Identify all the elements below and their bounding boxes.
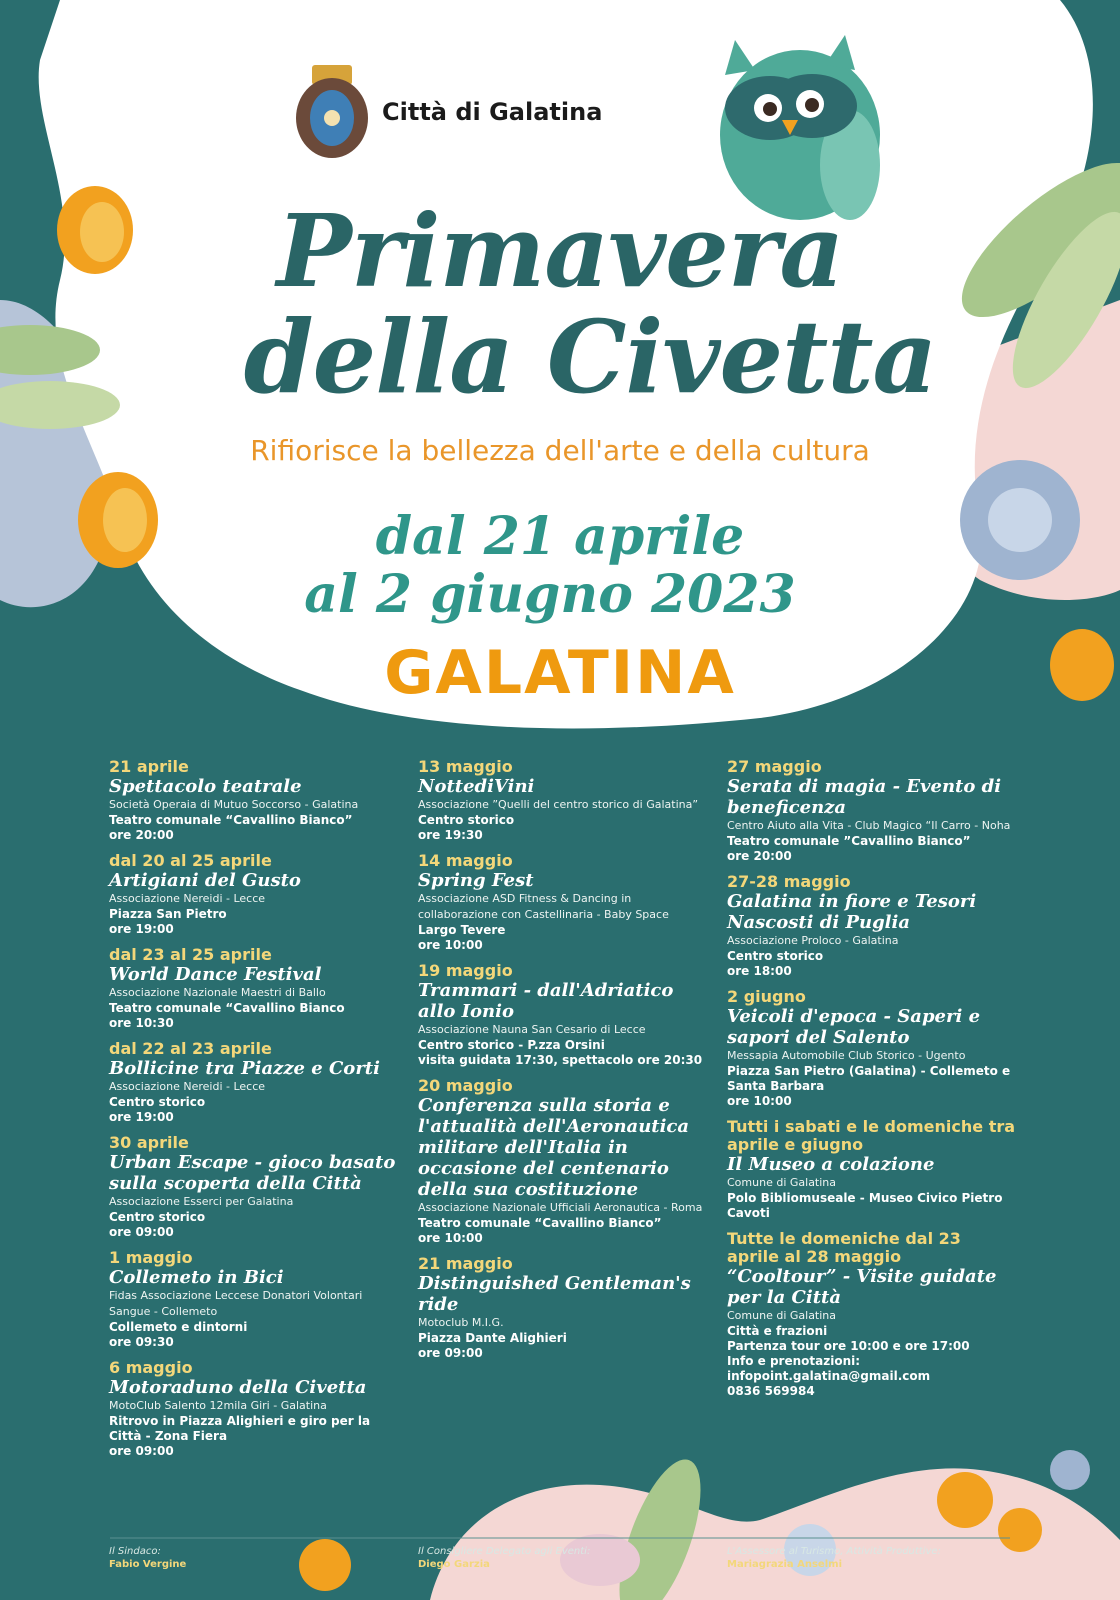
info-phone: 0836 569984 — [727, 1384, 815, 1398]
event-location: Piazza Dante Alighieri — [418, 1331, 567, 1345]
footer-name: Diego Garzia — [418, 1559, 490, 1570]
event-date: 2 giugno — [727, 987, 806, 1006]
event-name: Conferenza sulla storia e l'attualità dell'Aeronautica militare dell'Italia in occasione del centenario della sua costituzione — [418, 1095, 690, 1200]
subtitle: Rifiorisce la bellezza dell'arte e della cultura — [250, 434, 870, 467]
event-item — [727, 988, 1017, 1109]
event-time: ore 19:00 — [109, 922, 174, 936]
event-item — [418, 1077, 708, 1246]
event-organizer: Associazione ”Quelli del centro storico di Galatina” — [418, 798, 699, 811]
event-date: dal 23 al 25 aprile — [109, 945, 272, 964]
event-item — [727, 1230, 1017, 1399]
event-date: 27 maggio — [727, 757, 822, 776]
event-organizer: Comune di Galatina — [727, 1309, 837, 1322]
event-location: Piazza San Pietro (Galatina) - Collemeto e Santa Barbara — [727, 1064, 1011, 1093]
event-date: 30 aprile — [109, 1133, 189, 1152]
event-location: Centro storico - P.zza Orsini — [418, 1038, 605, 1052]
event-location: Città e frazioni — [727, 1324, 828, 1338]
event-date: 20 maggio — [418, 1076, 513, 1095]
event-time: ore 09:00 — [418, 1346, 483, 1360]
event-name: Veicoli d'epoca - Saperi e sapori del Salento — [727, 1006, 981, 1048]
event-item — [418, 1255, 708, 1361]
event-time: ore 10:30 — [109, 1016, 174, 1030]
info-email[interactable]: infopoint.galatina@gmail.com — [727, 1369, 931, 1383]
event-location: Ritrovo in Piazza Alighieri e giro per la Città - Zona Fiera — [109, 1414, 371, 1443]
event-location: Centro storico — [109, 1095, 206, 1109]
event-item — [109, 1359, 399, 1459]
footer-name: Fabio Vergine — [109, 1559, 187, 1570]
event-time: ore 09:30 — [109, 1335, 174, 1349]
event-item — [727, 873, 1017, 979]
event-name: Galatina in fiore e Tesori Nascosti di Puglia — [727, 891, 977, 933]
title-line-2: della Civetta — [243, 298, 937, 416]
event-time: ore 10:00 — [418, 1231, 483, 1245]
event-date: Tutti i sabati e le domeniche tra aprile e giugno — [727, 1117, 1016, 1154]
event-organizer: Comune di Galatina — [727, 1176, 837, 1189]
event-name: Urban Escape - gioco basato sulla scoperta della Città — [109, 1152, 396, 1194]
event-item — [109, 1040, 399, 1125]
event-name: Distinguished Gentleman's ride — [418, 1273, 691, 1315]
event-location: Teatro comunale ”Cavallino Bianco” — [727, 834, 971, 848]
event-time: ore 19:00 — [109, 1110, 174, 1124]
event-name: NottediVini — [418, 776, 535, 797]
event-time: ore 09:00 — [109, 1444, 174, 1458]
event-item — [418, 962, 708, 1068]
event-date: 14 maggio — [418, 851, 513, 870]
event-time: ore 20:00 — [109, 828, 174, 842]
footer-role: Il Consigliere Delegato agli Eventi: — [418, 1546, 591, 1557]
event-item — [727, 1118, 1017, 1221]
events-column-2 — [418, 758, 708, 1370]
event-organizer: Associazione Nauna San Cesario di Lecce — [418, 1023, 646, 1036]
event-organizer: Società Operaia di Mutuo Soccorso - Galatina — [109, 798, 359, 811]
event-time: visita guidata 17:30, spettacolo ore 20:30 — [418, 1053, 703, 1067]
event-item — [418, 758, 708, 843]
event-date: dal 20 al 25 aprile — [109, 851, 272, 870]
event-name: Il Museo a colazione — [727, 1154, 935, 1175]
event-item — [418, 852, 708, 953]
event-item — [109, 1249, 399, 1350]
event-date: Tutte le domeniche dal 23 aprile al 28 maggio — [727, 1229, 961, 1266]
city-name: Città di Galatina — [382, 98, 603, 126]
event-organizer: Associazione Proloco - Galatina — [727, 934, 899, 947]
event-date: 6 maggio — [109, 1358, 193, 1377]
footer-name: Mariagrazia Anselmi — [727, 1559, 842, 1570]
event-location: Teatro comunale “Cavallino Bianco” — [109, 813, 353, 827]
event-date: 13 maggio — [418, 757, 513, 776]
footer-mayor — [109, 1545, 186, 1571]
event-location: Largo Tevere — [418, 923, 506, 937]
event-time: Partenza tour ore 10:00 e ore 17:00 — [727, 1339, 970, 1353]
event-date: 21 aprile — [109, 757, 189, 776]
event-organizer: Associazione ASD Fitness & Dancing in collaborazione con Castellinaria - Baby Space — [418, 892, 669, 921]
event-location: Centro storico — [727, 949, 824, 963]
event-location: Polo Bibliomuseale - Museo Civico Pietro Cavoti — [727, 1191, 1003, 1220]
event-location: Centro storico — [418, 813, 515, 827]
event-name: Trammari - dall'Adriatico allo Ionio — [418, 980, 674, 1022]
footer-assessor — [727, 1545, 941, 1571]
event-name: Motoraduno della Civetta — [109, 1377, 367, 1398]
event-name: World Dance Festival — [109, 964, 322, 985]
event-name: Bollicine tra Piazze e Corti — [109, 1058, 380, 1079]
event-organizer: Associazione Nazionale Ufficiali Aeronautica - Roma — [418, 1201, 703, 1214]
event-time: ore 10:00 — [727, 1094, 792, 1108]
footer-councillor — [418, 1545, 590, 1571]
event-name: Artigiani del Gusto — [109, 870, 301, 891]
event-organizer: Associazione Nereidi - Lecce — [109, 1080, 266, 1093]
event-organizer: Centro Aiuto alla Vita - Club Magico “Il Carro - Noha — [727, 819, 1011, 832]
events-column-3 — [727, 758, 1017, 1408]
event-item — [109, 758, 399, 843]
event-date: 1 maggio — [109, 1248, 193, 1267]
event-name: Spring Fest — [418, 870, 534, 891]
footer-role: Il Sindaco: — [109, 1546, 161, 1557]
dates-line-2: al 2 giugno 2023 — [304, 564, 796, 625]
event-location: Teatro comunale “Cavallino Bianco” — [418, 1216, 662, 1230]
event-organizer: Motoclub M.I.G. — [418, 1316, 504, 1329]
event-name: Spettacolo teatrale — [109, 776, 302, 797]
event-organizer: Messapia Automobile Club Storico - Ugento — [727, 1049, 966, 1062]
event-item — [727, 758, 1017, 864]
event-time: ore 09:00 — [109, 1225, 174, 1239]
event-item — [109, 1134, 399, 1240]
event-organizer: Fidas Associazione Leccese Donatori Volontari Sangue - Collemeto — [109, 1289, 363, 1318]
event-time: ore 19:30 — [418, 828, 483, 842]
event-date: 27-28 maggio — [727, 872, 851, 891]
event-organizer: Associazione Esserci per Galatina — [109, 1195, 294, 1208]
event-location: Piazza San Pietro — [109, 907, 227, 921]
event-organizer: MotoClub Salento 12mila Giri - Galatina — [109, 1399, 327, 1412]
event-date: 19 maggio — [418, 961, 513, 980]
event-name: Serata di magia - Evento di beneficenza — [727, 776, 1002, 818]
event-time: ore 20:00 — [727, 849, 792, 863]
event-time: ore 18:00 — [727, 964, 792, 978]
events-column-1 — [109, 758, 399, 1468]
event-location: Collemeto e dintorni — [109, 1320, 248, 1334]
event-date: 21 maggio — [418, 1254, 513, 1273]
event-name: Collemeto in Bici — [109, 1267, 284, 1288]
event-time: ore 10:00 — [418, 938, 483, 952]
event-name: “Cooltour” - Visite guidate per la Città — [727, 1266, 997, 1308]
event-date: dal 22 al 23 aprile — [109, 1039, 272, 1058]
event-place: GALATINA — [384, 638, 736, 708]
footer-role: L'Assessore al Turismo, Attività Produttive: — [727, 1546, 941, 1557]
event-item — [109, 852, 399, 937]
dates-line-1: dal 21 aprile — [375, 506, 745, 567]
event-location: Teatro comunale “Cavallino Bianco — [109, 1001, 345, 1015]
event-organizer: Associazione Nereidi - Lecce — [109, 892, 266, 905]
event-location: Centro storico — [109, 1210, 206, 1224]
info-label: Info e prenotazioni: — [727, 1354, 861, 1368]
title-line-1: Primavera — [276, 192, 844, 310]
event-organizer: Associazione Nazionale Maestri di Ballo — [109, 986, 326, 999]
event-item — [109, 946, 399, 1031]
